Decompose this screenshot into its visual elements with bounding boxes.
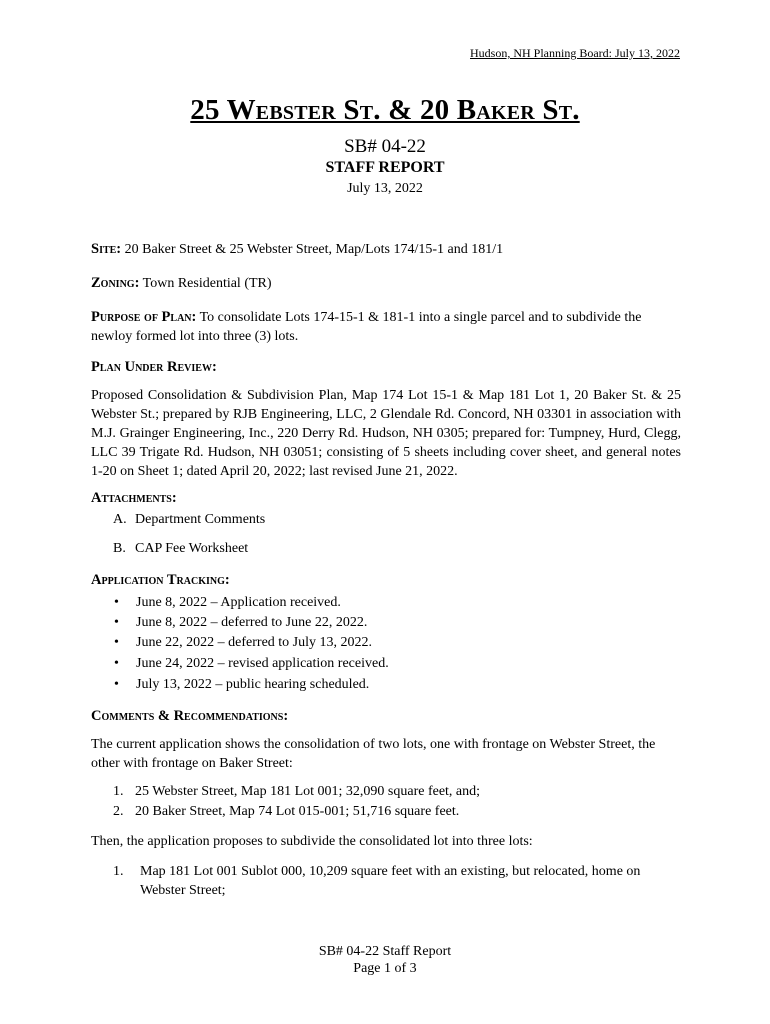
tracking-label: Application Tracking: bbox=[91, 572, 230, 588]
plan-review-label: Plan Under Review: bbox=[91, 359, 217, 375]
plan-review-text: Proposed Consolidation & Subdivision Plan, Map 174 Lot 15-1 & Map 181 Lot 1, 20 Baker St. & 25 Webster St.; prepared by RJB Engineering, LLC, 2 Glendale Rd. Concord, NH 03301 in association with M.J. Grainger Engineering, Inc., 220 Derry Rd. Hudson, NH 0305; prepared for: Tumpney, Hurd, Clegg, LLC 39 Trigate Rd. Hudson, NH 03051; consisting of 5 sheets including cover sheet, and general notes 1-20 on Sheet 1; dated April 20, 2022; last revised June 21, 2022. bbox=[91, 388, 681, 479]
comments-intro: The current application shows the consolidation of two lots, one with frontage on Webster Street, the other with frontage on Baker Street: bbox=[91, 737, 656, 771]
site-text: 20 Baker Street & 25 Webster Street, Map/Lots 174/15-1 and 181/1 bbox=[121, 242, 504, 257]
tracking-item bbox=[114, 613, 367, 632]
case-number: SB# 04-22 bbox=[344, 136, 426, 157]
purpose-label: Purpose of Plan: bbox=[91, 309, 197, 325]
attachment-text: Department Comments bbox=[135, 512, 266, 527]
bullet-icon: • bbox=[114, 595, 119, 610]
footer-report-name: SB# 04-22 Staff Report bbox=[318, 944, 452, 959]
zoning-label: Zoning: bbox=[91, 275, 140, 291]
lot-text: 25 Webster Street, Map 181 Lot 001; 32,090 square feet, and; bbox=[135, 784, 481, 799]
list-marker: 1. bbox=[113, 784, 124, 799]
page-title: 25 Webster St. & 20 Baker St. bbox=[190, 94, 580, 126]
comments-label: Comments & Recommendations: bbox=[91, 708, 289, 724]
new-lot-item bbox=[113, 862, 683, 900]
subdivision-intro: Then, the application proposes to subdivide the consolidated lot into three lots: bbox=[91, 834, 533, 849]
tracking-text: July 13, 2022 – public hearing scheduled. bbox=[136, 677, 370, 692]
bullet-icon: • bbox=[114, 615, 119, 630]
zoning-section bbox=[91, 274, 681, 293]
attachment-text: CAP Fee Worksheet bbox=[135, 541, 249, 556]
attachments-heading bbox=[91, 489, 681, 508]
purpose-text: To consolidate Lots 174-15-1 & 181-1 into a single parcel and to subdivide the newloy formed lot into three (3) lots. bbox=[91, 310, 642, 344]
site-label: Site: bbox=[91, 241, 122, 257]
site-section bbox=[91, 240, 681, 259]
list-marker: 1. bbox=[113, 864, 124, 879]
list-marker: B. bbox=[113, 541, 126, 556]
page-number: Page 1 of 3 bbox=[353, 961, 417, 976]
attachment-item bbox=[113, 510, 265, 529]
tracking-item bbox=[114, 633, 372, 652]
existing-lot-item bbox=[113, 802, 459, 821]
tracking-heading bbox=[91, 571, 681, 590]
attachment-item bbox=[113, 539, 248, 558]
tracking-item bbox=[114, 593, 341, 612]
tracking-text: June 8, 2022 – deferred to June 22, 2022. bbox=[136, 615, 368, 630]
bullet-icon: • bbox=[114, 656, 119, 671]
purpose-section bbox=[91, 308, 681, 346]
zoning-text: Town Residential (TR) bbox=[139, 276, 272, 291]
bullet-icon: • bbox=[114, 635, 119, 650]
tracking-item bbox=[114, 675, 369, 694]
tracking-text: June 22, 2022 – deferred to July 13, 2022. bbox=[136, 635, 373, 650]
lot-text: 20 Baker Street, Map 74 Lot 015-001; 51,716 square feet. bbox=[135, 804, 460, 819]
tracking-item bbox=[114, 654, 389, 673]
comments-heading bbox=[91, 707, 681, 726]
plan-review-heading bbox=[91, 358, 681, 377]
meeting-header: Hudson, NH Planning Board: July 13, 2022 bbox=[470, 46, 680, 60]
tracking-text: June 24, 2022 – revised application received. bbox=[136, 656, 389, 671]
report-type: STAFF REPORT bbox=[325, 159, 445, 176]
list-marker: A. bbox=[113, 512, 127, 527]
attachments-label: Attachments: bbox=[91, 490, 177, 506]
tracking-text: June 8, 2022 – Application received. bbox=[136, 595, 341, 610]
list-marker: 2. bbox=[113, 804, 124, 819]
page-footer bbox=[0, 943, 770, 977]
lot-text: Map 181 Lot 001 Sublot 000, 10,209 square feet with an existing, but relocated, home on Webster Street; bbox=[140, 864, 641, 898]
report-date: July 13, 2022 bbox=[347, 181, 423, 196]
bullet-icon: • bbox=[114, 677, 119, 692]
existing-lot-item bbox=[113, 782, 480, 801]
